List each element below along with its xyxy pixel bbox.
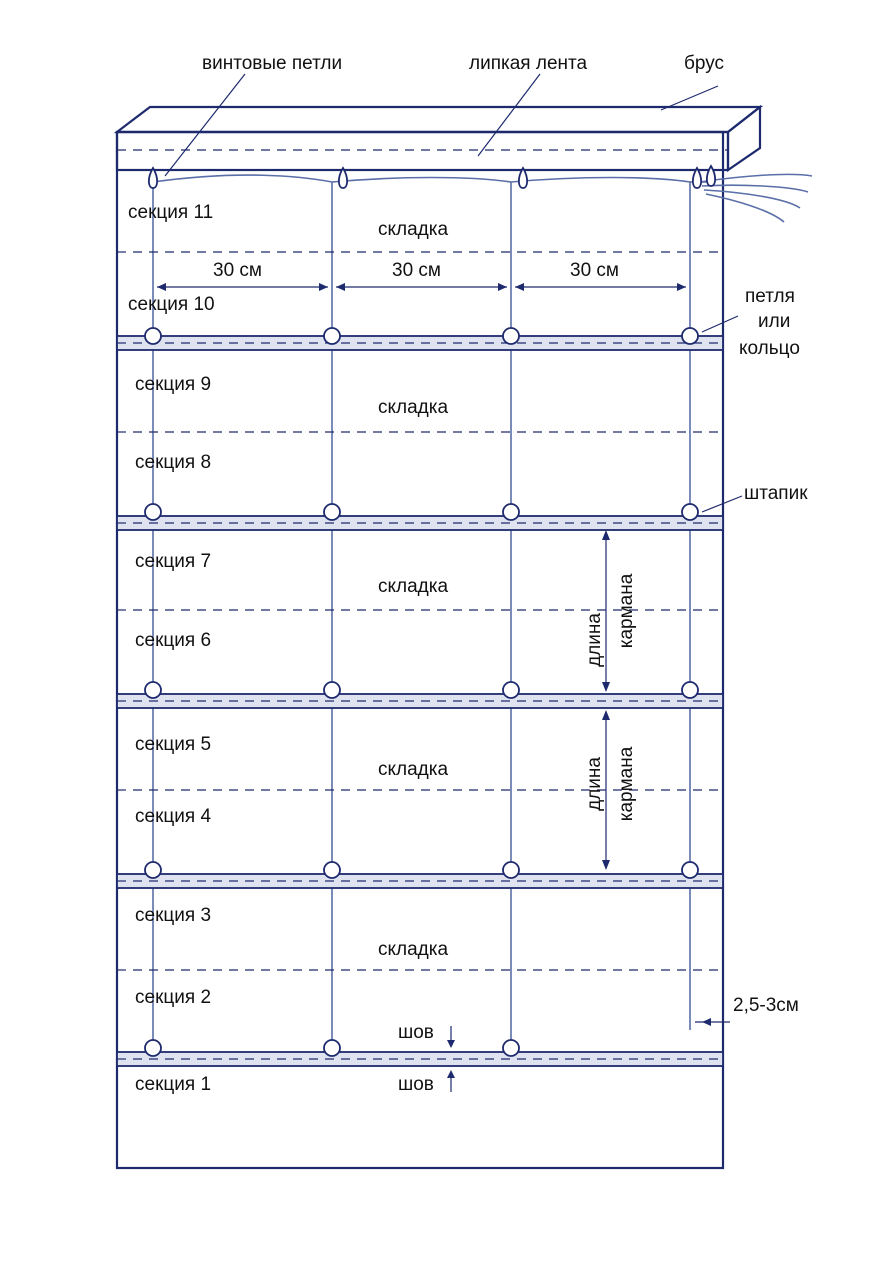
beam bbox=[117, 107, 760, 170]
pocket-length-label-b2: кармана bbox=[616, 746, 637, 822]
label-velcro: липкая лента bbox=[469, 53, 588, 74]
label-screw-loops: винтовые петли bbox=[202, 53, 343, 74]
margin-marker bbox=[695, 1018, 730, 1026]
leader-lines bbox=[165, 74, 742, 512]
fold-label-4: складка bbox=[378, 759, 449, 780]
section-label-11: секция 11 bbox=[128, 202, 214, 223]
section-label-10: секция 10 bbox=[128, 294, 215, 315]
pocket-length-label-a1: длина bbox=[584, 613, 605, 667]
section-label-5: секция 5 bbox=[135, 734, 212, 755]
section-label-7: секция 7 bbox=[135, 551, 212, 572]
section-label-4: секция 4 bbox=[135, 806, 212, 827]
dimension-label-1: 30 см bbox=[213, 260, 262, 281]
fold-label-1: складка bbox=[378, 219, 449, 240]
seam-label-upper: шов bbox=[398, 1022, 434, 1043]
label-batten: штапик bbox=[744, 483, 808, 504]
fold-label-5: складка bbox=[378, 939, 449, 960]
label-margin: 2,5-3см bbox=[733, 995, 799, 1016]
dimension-label-2: 30 см bbox=[392, 260, 441, 281]
dimension-arrows bbox=[157, 283, 686, 291]
section-label-1: секция 1 bbox=[135, 1074, 212, 1095]
label-beam: брус bbox=[684, 53, 725, 74]
cord-ends bbox=[700, 174, 812, 222]
section-label-8: секция 8 bbox=[135, 452, 212, 473]
label-ring: кольцо bbox=[739, 338, 800, 359]
pocket-length-label-a2: кармана bbox=[616, 573, 637, 649]
label-or: или bbox=[758, 311, 791, 332]
seam-label-lower: шов bbox=[398, 1074, 434, 1095]
fold-label-2: складка bbox=[378, 397, 449, 418]
section-label-6: секция 6 bbox=[135, 630, 212, 651]
fold-label-3: складка bbox=[378, 576, 449, 597]
section-label-9: секция 9 bbox=[135, 374, 212, 395]
label-loop: петля bbox=[745, 286, 795, 307]
pocket-length-label-b1: длина bbox=[584, 757, 605, 811]
section-label-3: секция 3 bbox=[135, 905, 212, 926]
dimension-label-3: 30 см bbox=[570, 260, 619, 281]
section-label-2: секция 2 bbox=[135, 987, 212, 1008]
